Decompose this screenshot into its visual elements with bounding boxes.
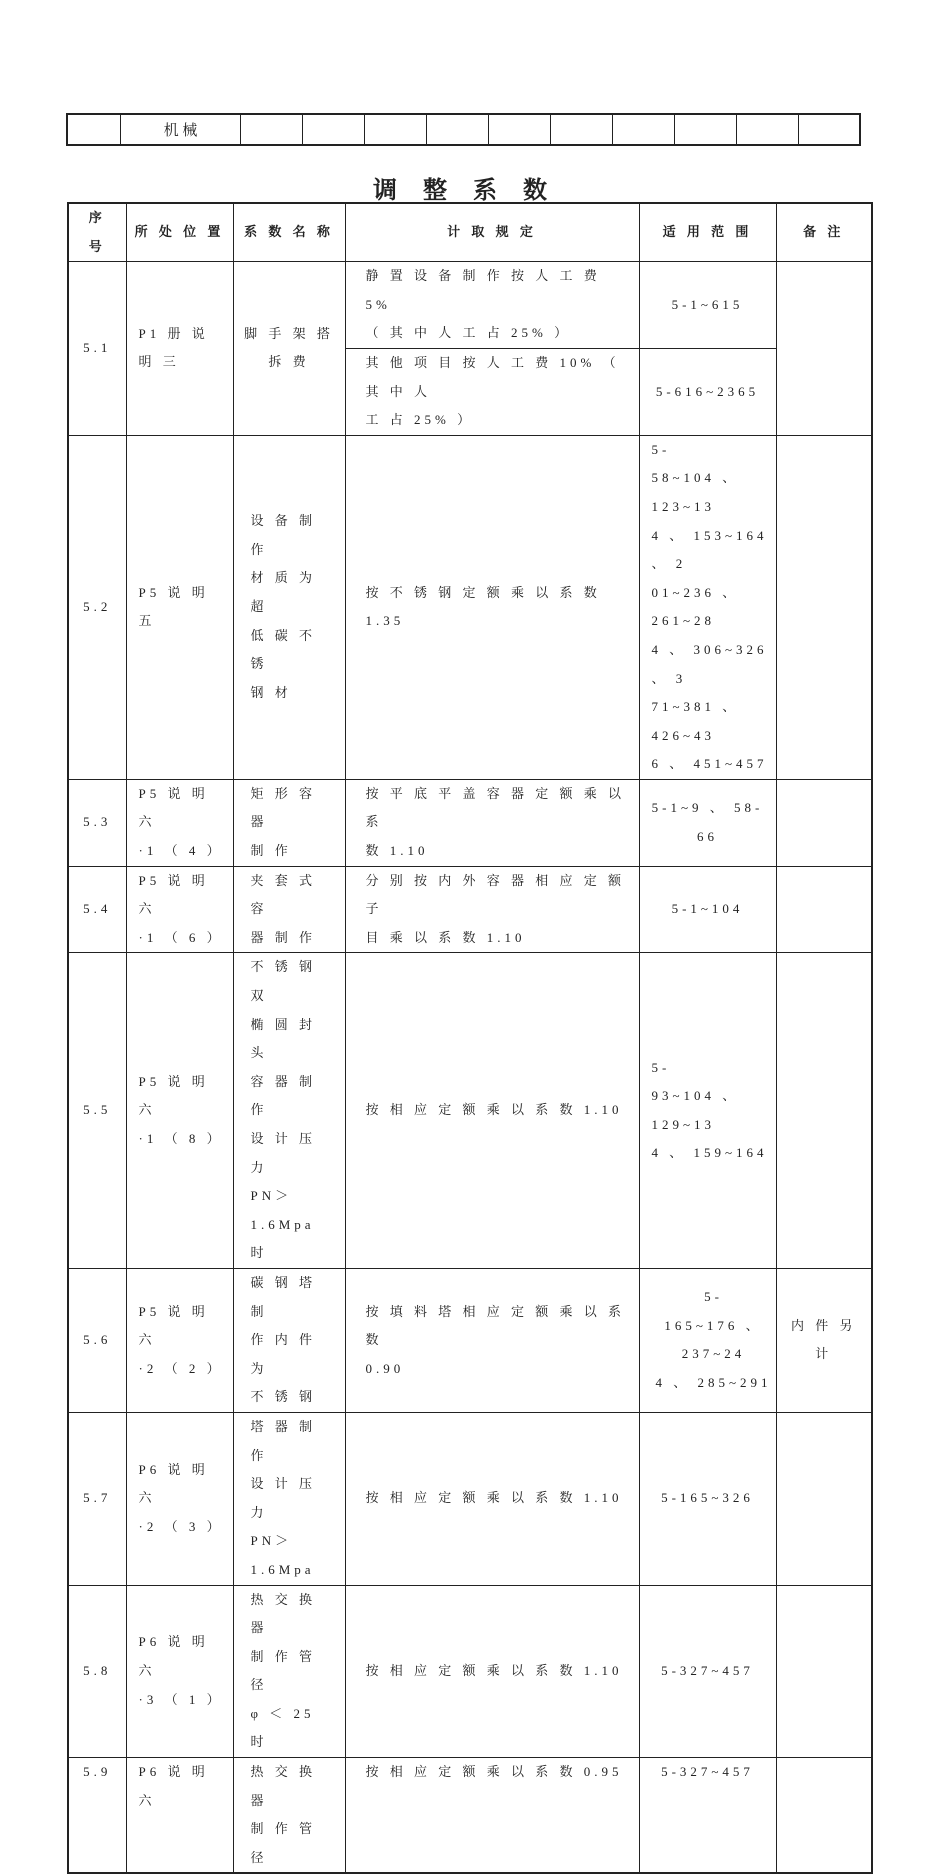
row-rule: 按 相 应 定 额 乘 以 系 数 1.10 — [345, 953, 639, 1269]
row-seq: 5.4 — [68, 866, 126, 953]
row-rule: 按 相 应 定 额 乘 以 系 数 1.10 — [345, 1412, 639, 1585]
row-range: 5-1~9 、 58-66 — [639, 779, 776, 866]
top-cell-machinery: 机 械 — [121, 114, 241, 145]
row-note — [776, 435, 872, 779]
row-range: 5-1~615 — [639, 262, 776, 349]
row-rule: 分 别 按 内 外 容 器 相 应 定 额 子 目 乘 以 系 数 1.10 — [345, 866, 639, 953]
row-position: P1 册 说 明 三 — [126, 262, 233, 436]
header-seq: 序 号 — [68, 203, 126, 262]
header-row — [68, 203, 872, 262]
row-seq: 5.3 — [68, 779, 126, 866]
table-row — [68, 1268, 872, 1412]
row-name: 设 备 制 作 材 质 为 超 低 碳 不 锈 钢 材 — [233, 435, 345, 779]
row-name: 碳 钢 塔 制 作 内 件 为 不 锈 钢 — [233, 1268, 345, 1412]
row-rule: 按 填 料 塔 相 应 定 额 乘 以 系 数 0.90 — [345, 1268, 639, 1412]
row-note — [776, 1412, 872, 1585]
table-row — [68, 435, 872, 779]
row-seq: 5.6 — [68, 1268, 126, 1412]
row-rule: 按 相 应 定 额 乘 以 系 数 0.95 — [345, 1758, 639, 1874]
header-rule: 计 取 规 定 — [345, 203, 639, 262]
row-name: 脚 手 架 搭 拆 费 — [233, 262, 345, 436]
table-row — [68, 1412, 872, 1585]
row-seq: 5.9 — [68, 1758, 126, 1874]
row-rule: 按 不 锈 钢 定 额 乘 以 系 数 1.35 — [345, 435, 639, 779]
row-range: 5-327~457 — [639, 1758, 776, 1874]
row-range: 5- 93~104 、 129~13 4 、 159~164 — [639, 953, 776, 1269]
page-title: 调 整 系 数 — [373, 178, 557, 204]
row-seq: 5.8 — [68, 1585, 126, 1758]
row-note: 内 件 另 计 — [776, 1268, 872, 1412]
row-note — [776, 779, 872, 866]
top-table-row — [67, 114, 860, 145]
row-seq: 5.7 — [68, 1412, 126, 1585]
table-row — [68, 779, 872, 866]
row-range: 5- 58~104 、 123~13 4 、 153~164 、 2 01~236 、 261~28 4 、 306~326 、 3 71~381 、 426~43 6 、 451~457 — [639, 435, 776, 779]
row-rule: 其 他 项 目 按 人 工 费 10% （ 其 中 人 工 占 25% ） — [345, 348, 639, 435]
row-rule: 按 相 应 定 额 乘 以 系 数 1.10 — [345, 1585, 639, 1758]
row-rule: 静 置 设 备 制 作 按 人 工 费 5% （ 其 中 人 工 占 25% ） — [345, 262, 639, 349]
top-partial-table — [66, 113, 861, 146]
top-cell — [427, 114, 489, 145]
row-position: P6 说 明 六 ·3 （ 1 ） — [126, 1585, 233, 1758]
header-note: 备 注 — [776, 203, 872, 262]
row-name: 塔 器 制 作 设 计 压 力 PN＞ 1.6Mpa — [233, 1412, 345, 1585]
row-range: 5-616~2365 — [639, 348, 776, 435]
top-cell — [241, 114, 303, 145]
row-name: 热 交 换 器 制 作 管 径 φ ＜ 25 时 — [233, 1585, 345, 1758]
table-row — [68, 866, 872, 953]
row-note — [776, 866, 872, 953]
top-cell — [365, 114, 427, 145]
table-row — [68, 1758, 872, 1874]
top-cell — [799, 114, 861, 145]
row-seq: 5.2 — [68, 435, 126, 779]
row-position: P5 说 明 六 ·2 （ 2 ） — [126, 1268, 233, 1412]
row-position: P5 说 明 五 — [126, 435, 233, 779]
row-position: P5 说 明 六 ·1 （ 4 ） — [126, 779, 233, 866]
top-cell — [613, 114, 675, 145]
top-cell — [489, 114, 551, 145]
row-position: P5 说 明 六 ·1 （ 6 ） — [126, 866, 233, 953]
table-row — [68, 1585, 872, 1758]
row-range: 5-327~457 — [639, 1585, 776, 1758]
row-seq: 5.5 — [68, 953, 126, 1269]
row-range: 5-1~104 — [639, 866, 776, 953]
top-cell — [675, 114, 737, 145]
row-position: P5 说 明 六 ·1 （ 8 ） — [126, 953, 233, 1269]
table-row — [68, 262, 872, 349]
top-cell — [303, 114, 365, 145]
row-note — [776, 1585, 872, 1758]
header-name: 系 数 名 称 — [233, 203, 345, 262]
top-cell — [551, 114, 613, 145]
top-cell — [737, 114, 799, 145]
row-position: P6 说 明 六 — [126, 1758, 233, 1874]
row-name: 矩 形 容 器 制 作 — [233, 779, 345, 866]
row-rule: 按 平 底 平 盖 容 器 定 额 乘 以 系 数 1.10 — [345, 779, 639, 866]
row-name: 夹 套 式 容 器 制 作 — [233, 866, 345, 953]
row-name: 不 锈 钢 双 椭 圆 封 头 容 器 制 作 设 计 压 力 PN＞ 1.6Mpa 时 — [233, 953, 345, 1269]
row-range: 5- 165~176 、 237~24 4 、 285~291 — [639, 1268, 776, 1412]
header-range: 适 用 范 围 — [639, 203, 776, 262]
row-range: 5-165~326 — [639, 1412, 776, 1585]
row-seq: 5.1 — [68, 262, 126, 436]
header-position: 所 处 位 置 — [126, 203, 233, 262]
top-cell — [67, 114, 121, 145]
adjustment-coefficient-table — [67, 202, 873, 1874]
row-name: 热 交 换 器 制 作 管 径 — [233, 1758, 345, 1874]
row-note — [776, 953, 872, 1269]
table-row — [68, 953, 872, 1269]
row-note — [776, 1758, 872, 1874]
row-position: P6 说 明 六 ·2 （ 3 ） — [126, 1412, 233, 1585]
row-note — [776, 262, 872, 436]
